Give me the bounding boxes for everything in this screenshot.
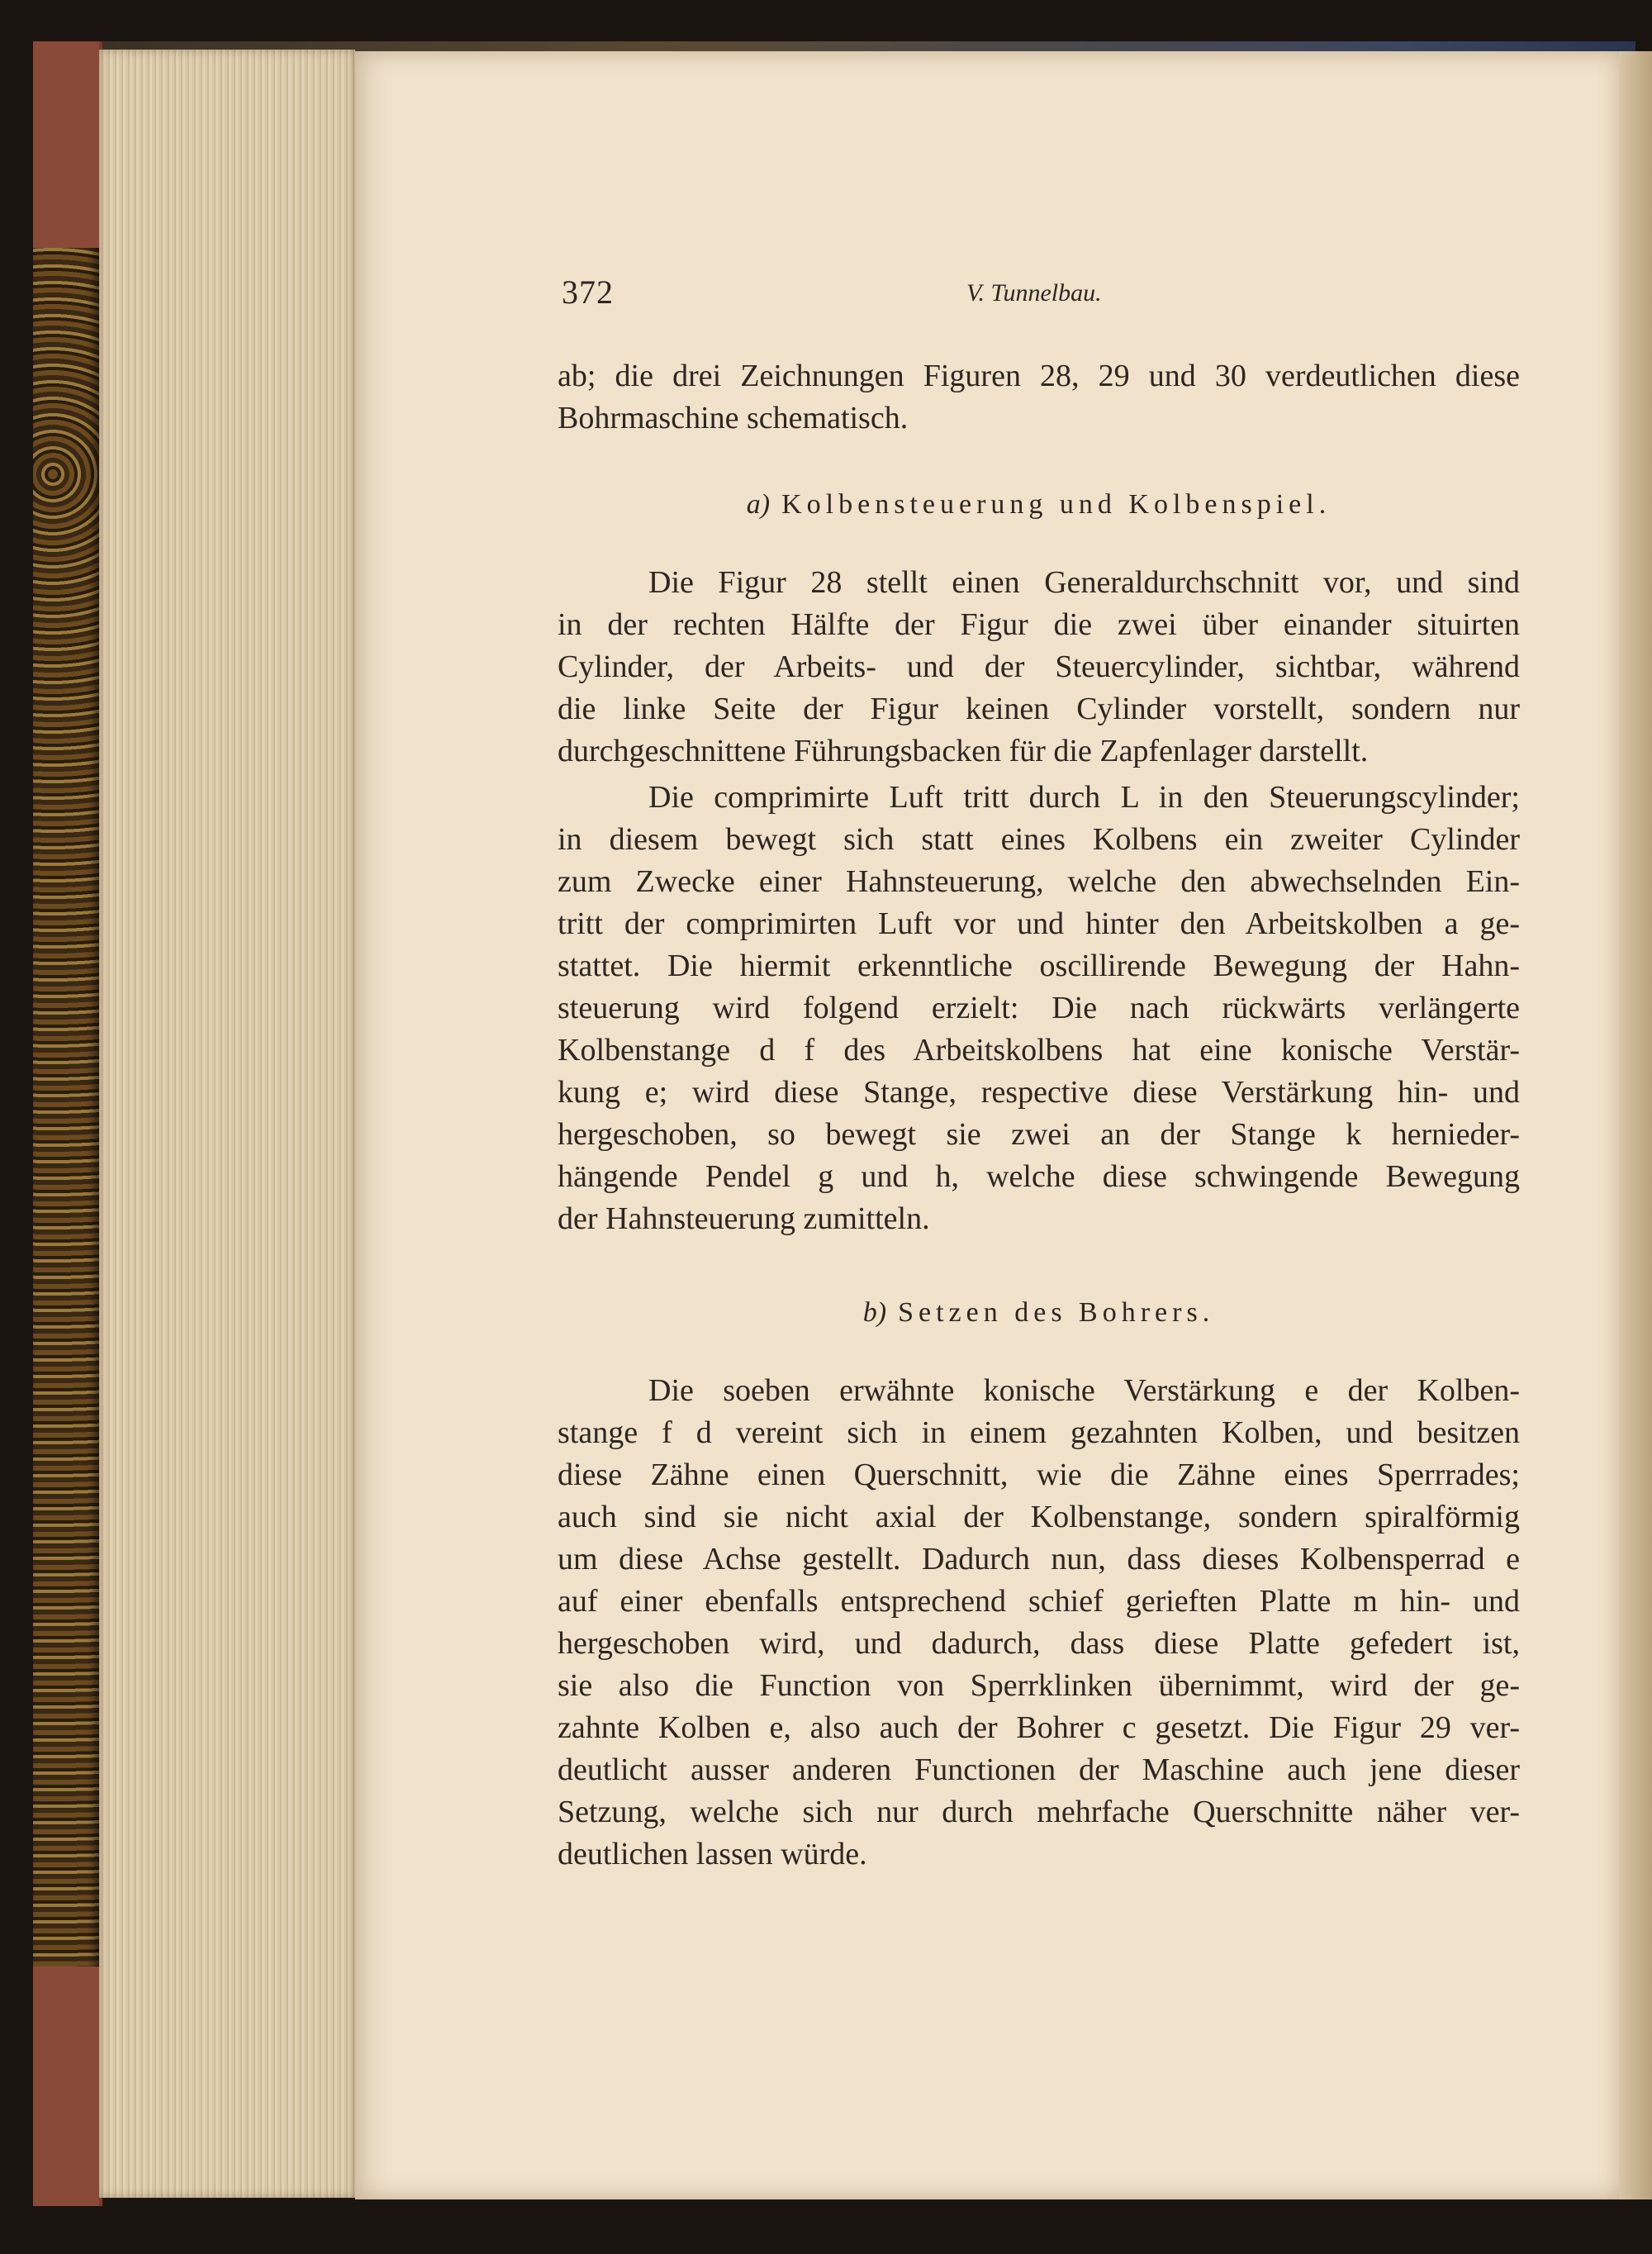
- intro-paragraph: [558, 355, 1520, 440]
- text-line: hergeschoben wird, und dadurch, dass diese Platte gefedert ist,: [558, 1626, 1520, 1661]
- paragraph-2: [558, 777, 1520, 1240]
- text-line: die linke Seite der Figur keinen Cylinder vorstellt, sondern nur: [558, 692, 1520, 726]
- text-line: stange f d vereint sich in einem gezahnten Kolben, und besitzen: [558, 1415, 1520, 1450]
- text-line: in der rechten Hälfte der Figur die zwei über einander situirten: [558, 607, 1520, 642]
- text-line: durchgeschnittene Führungsbacken für die Zapfenlager darstellt.: [558, 734, 1369, 768]
- text-line: zum Zwecke einer Hahnsteuerung, welche den abwechselnden Ein-: [558, 864, 1520, 899]
- text-line: zahnte Kolben e, also auch der Bohrer c gesetzt. Die Figur 29 ver-: [558, 1710, 1520, 1745]
- binding-corner-top: [33, 41, 99, 248]
- text-line: sie also die Function von Sperrklinken übernimmt, wird der ge-: [558, 1668, 1520, 1703]
- text-line: stattet. Die hiermit erkenntliche oscillirende Bewegung der Hahn-: [558, 949, 1520, 983]
- marbled-binding: [33, 41, 102, 2206]
- paragraph-3: [558, 1370, 1520, 1876]
- text-line: diese Zähne einen Querschnitt, wie die Zähne eines Sperrrades;: [558, 1457, 1520, 1492]
- text-line: um diese Achse gestellt. Dadurch nun, dass dieses Kolbensperrad e: [558, 1542, 1520, 1576]
- section-title: Setzen des Bohrers.: [898, 1297, 1215, 1328]
- text-line: deutlichen lassen würde.: [558, 1837, 867, 1871]
- running-head: V. Tunnelbau.: [966, 279, 1102, 307]
- text-line: steuerung wird folgend erzielt: Die nach rückwärts verlängerte: [558, 991, 1520, 1025]
- text-line: auf einer ebenfalls entsprechend schief gerieften Platte m hin- und: [558, 1584, 1520, 1619]
- text-line: Die soeben erwähnte konische Verstärkung e der Kolben-: [648, 1373, 1520, 1408]
- text-line: Kolbenstange d f des Arbeitskolbens hat eine konische Verstär-: [558, 1033, 1520, 1068]
- page-number: 372: [562, 273, 614, 311]
- page-right-edge: [1619, 51, 1652, 2199]
- section-heading-b: [558, 1297, 1520, 1329]
- text-line: hängende Pendel g und h, welche diese schwingende Bewegung: [558, 1159, 1520, 1194]
- section-label: b): [862, 1297, 887, 1328]
- section-heading-a: [558, 489, 1520, 521]
- text-line: Die comprimirte Luft tritt durch L in den Steuerungscylinder;: [648, 780, 1520, 815]
- text-line: hergeschoben, so bewegt sie zwei an der Stange k hernieder-: [558, 1117, 1520, 1152]
- paragraph-1: [558, 562, 1520, 773]
- section-title: Kolbensteuerung und Kolbenspiel.: [781, 489, 1332, 520]
- page-header: [562, 273, 1536, 314]
- binding-corner-bottom: [33, 1966, 99, 2206]
- section-label: a): [746, 489, 771, 520]
- text-line: tritt der comprimirten Luft vor und hinter den Arbeitskolben a ge-: [558, 906, 1520, 941]
- text-line: in diesem bewegt sich statt eines Kolbens ein zweiter Cylinder: [558, 822, 1520, 857]
- text-line: auch sind sie nicht axial der Kolbenstange, sondern spiralförmig: [558, 1500, 1520, 1534]
- text-line: Cylinder, der Arbeits- und der Steuercylinder, sichtbar, während: [558, 649, 1520, 684]
- text-line: der Hahnsteuerung zumitteln.: [558, 1201, 930, 1236]
- page-block-edges: [99, 50, 355, 2198]
- text-line: Die Figur 28 stellt einen Generaldurchschnitt vor, und sind: [648, 565, 1520, 600]
- text-line: deutlicht ausser anderen Functionen der Maschine auch jene dieser: [558, 1752, 1520, 1787]
- text-line: ab; die drei Zeichnungen Figuren 28, 29 und 30 verdeutlichen diese: [558, 359, 1520, 393]
- text-line: Bohrmaschine schematisch.: [558, 401, 909, 435]
- text-line: Setzung, welche sich nur durch mehrfache Querschnitte näher ver-: [558, 1795, 1520, 1829]
- text-line: kung e; wird diese Stange, respective diese Verstärkung hin- und: [558, 1075, 1520, 1110]
